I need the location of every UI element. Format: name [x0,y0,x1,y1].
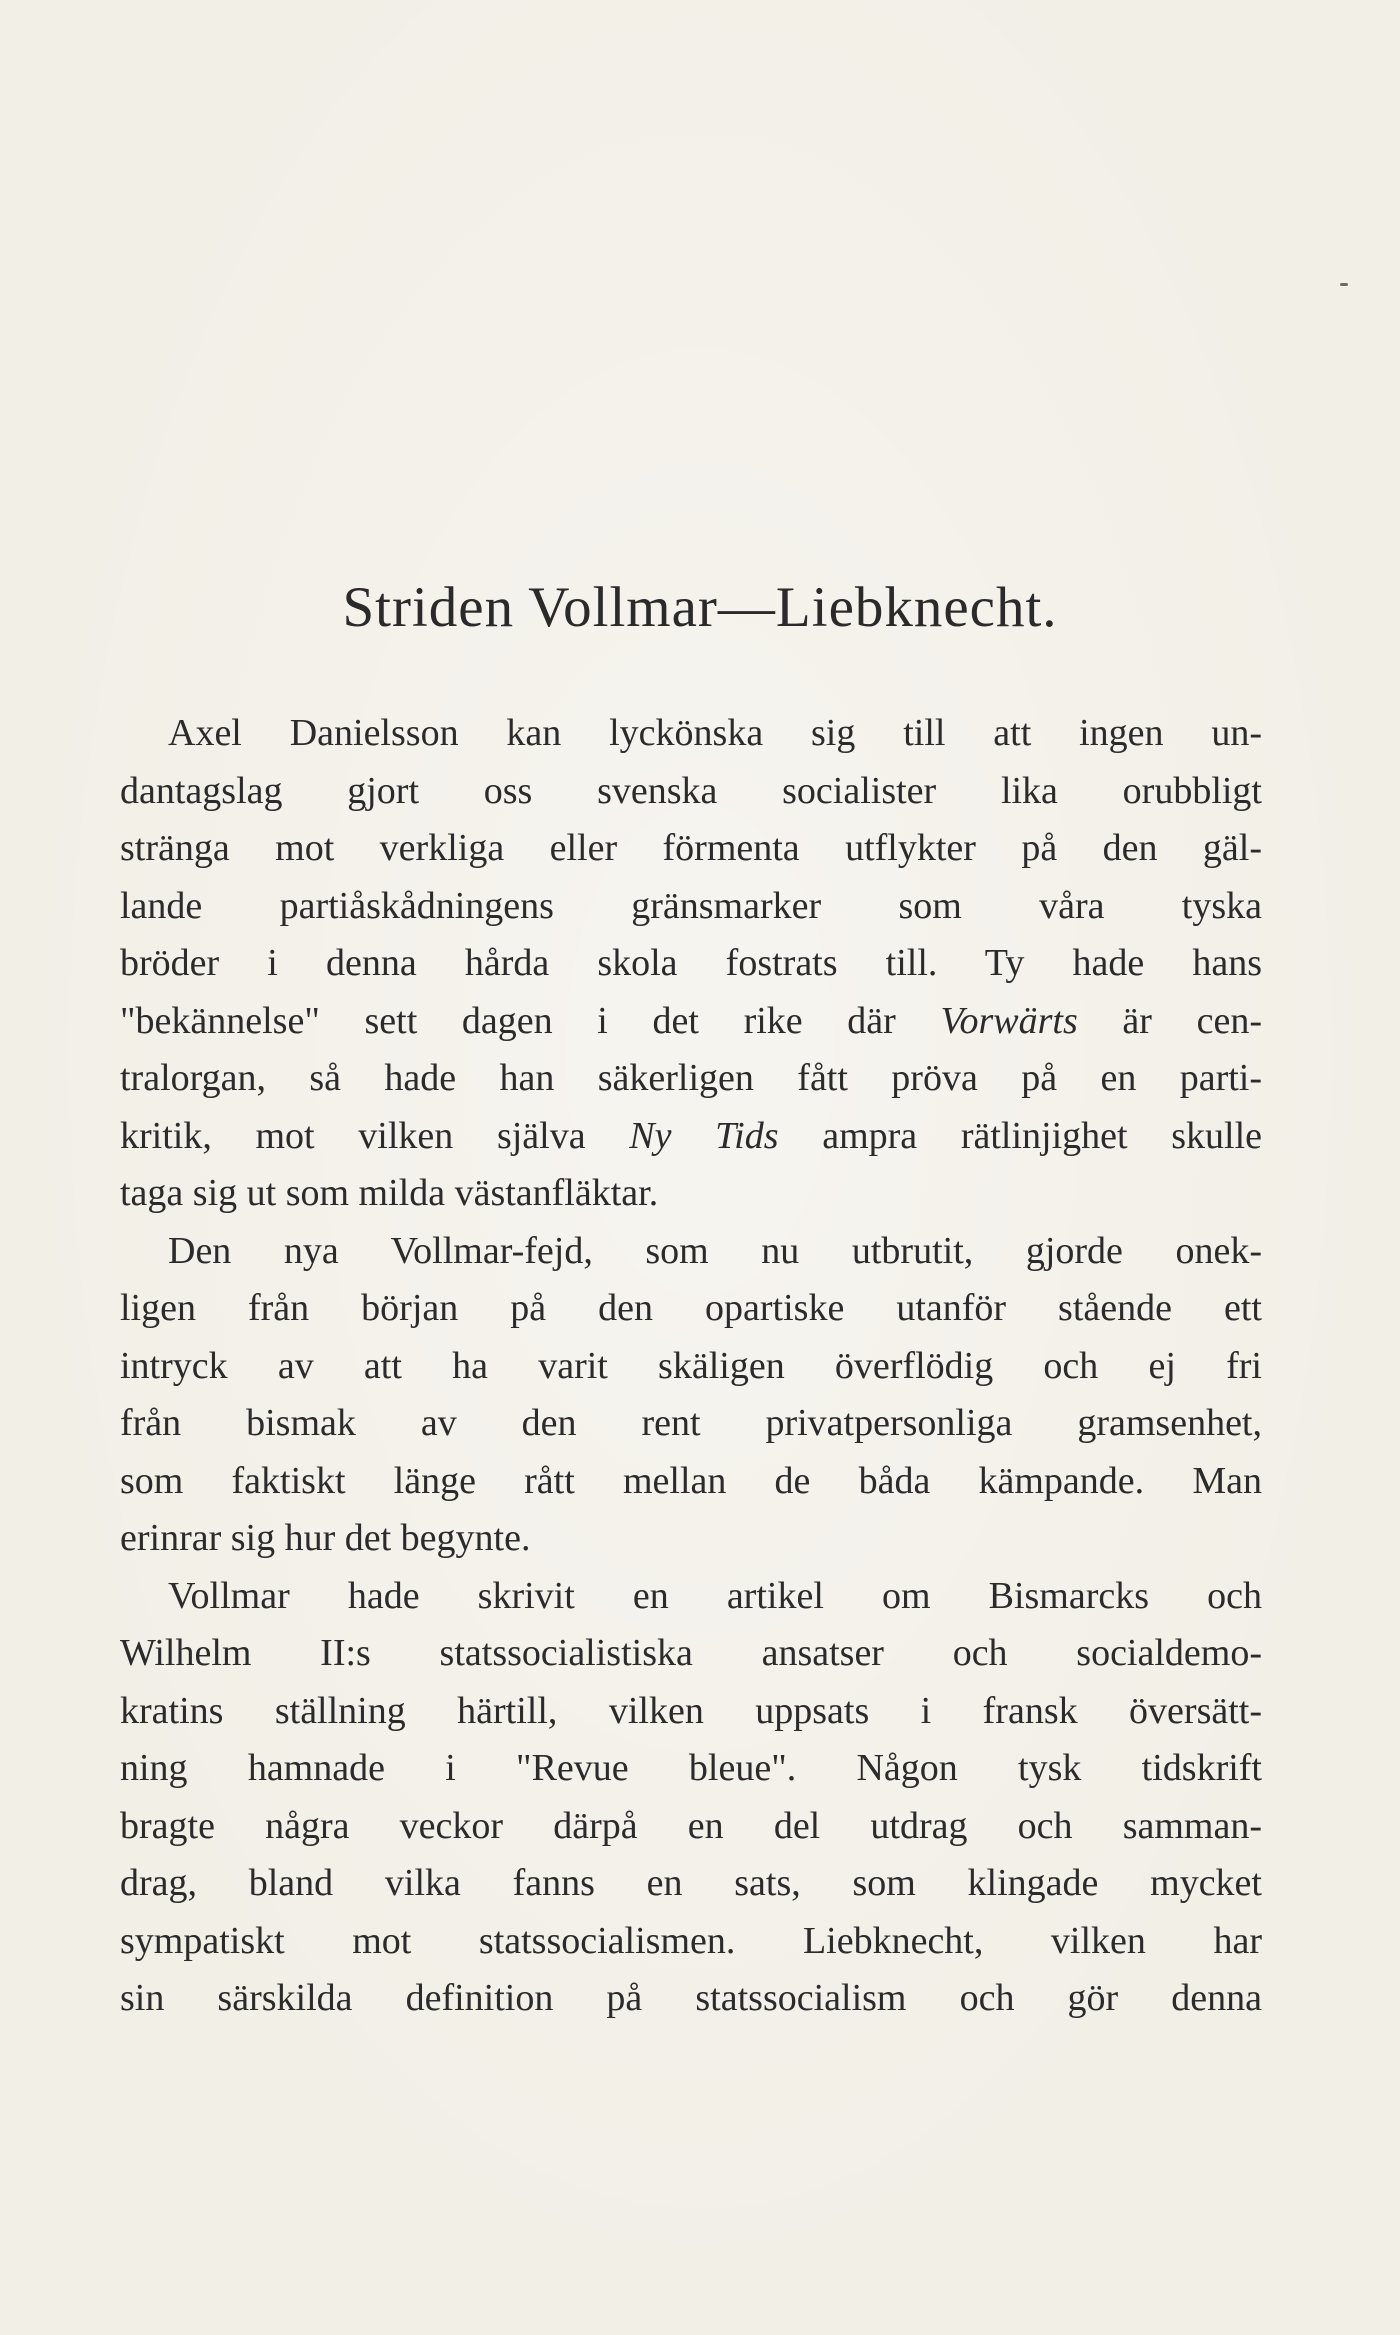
text-line: ning hamnade i "Revue bleue". Någon tysk tidskrift [120,1747,1262,1789]
text-line: från bismak av den rent privatpersonliga gramsenhet, [120,1402,1262,1444]
italic-title: Ny Tids [629,1114,779,1157]
text-line: bröder i denna hårda skola fostrats till. Ty hade hans [120,942,1262,984]
text-line: Den nya Vollmar-fejd, som nu utbrutit, gjorde onek- [168,1229,1262,1272]
text-line: kratins ställning härtill, vilken uppsats i fransk översätt- [120,1689,1262,1732]
text-line: bragte några veckor därpå en del utdrag och samman- [120,1804,1262,1847]
text-line: erinrar sig hur det begynte. [120,1517,531,1559]
text-line: intryck av att ha varit skäligen överflödig och ej fri [120,1344,1262,1387]
text-line: Wilhelm II:s statssocialistiska ansatser och socialdemo- [120,1632,1262,1674]
text-line: tralorgan, så hade han säkerligen fått pröva på en parti- [120,1057,1262,1099]
text-line: sin särskilda definition på statssocialism och gör denna [120,1977,1262,2019]
text-line: sympatiskt mot statssocialismen. Liebknecht, vilken har [120,1919,1262,1962]
text-line: kritik, mot vilken själva Ny Tids ampra rätlinjighet skulle [120,1114,1262,1157]
body-text [120,705,1262,2028]
italic-title: Vorwärts [940,999,1078,1042]
text-line: stränga mot verkliga eller förmenta utflykter på den gäl- [120,827,1262,869]
text-line: taga sig ut som milda västanfläktar. [120,1172,659,1214]
text-line: drag, bland vilka fanns en sats, som klingade mycket [120,1862,1262,1904]
text-line: som faktiskt länge rått mellan de båda kämpande. Man [120,1459,1262,1502]
paper-speck [1340,283,1348,286]
text-line: Vollmar hade skrivit en artikel om Bismarcks och [168,1574,1262,1617]
text-line: lande partiåskådningens gränsmarker som våra tyska [120,884,1262,927]
chapter-title: Striden Vollmar—Liebknecht. [342,576,1058,639]
text-line: dantagslag gjort oss svenska socialister lika orubbligt [120,769,1262,812]
text-line: ligen från början på den opartiske utanför stående ett [120,1287,1262,1329]
text-line: "bekännelse" sett dagen i det rike där Vorwärts är cen- [120,999,1262,1042]
text-line: Axel Danielsson kan lyckönska sig till att ingen un- [168,712,1262,754]
